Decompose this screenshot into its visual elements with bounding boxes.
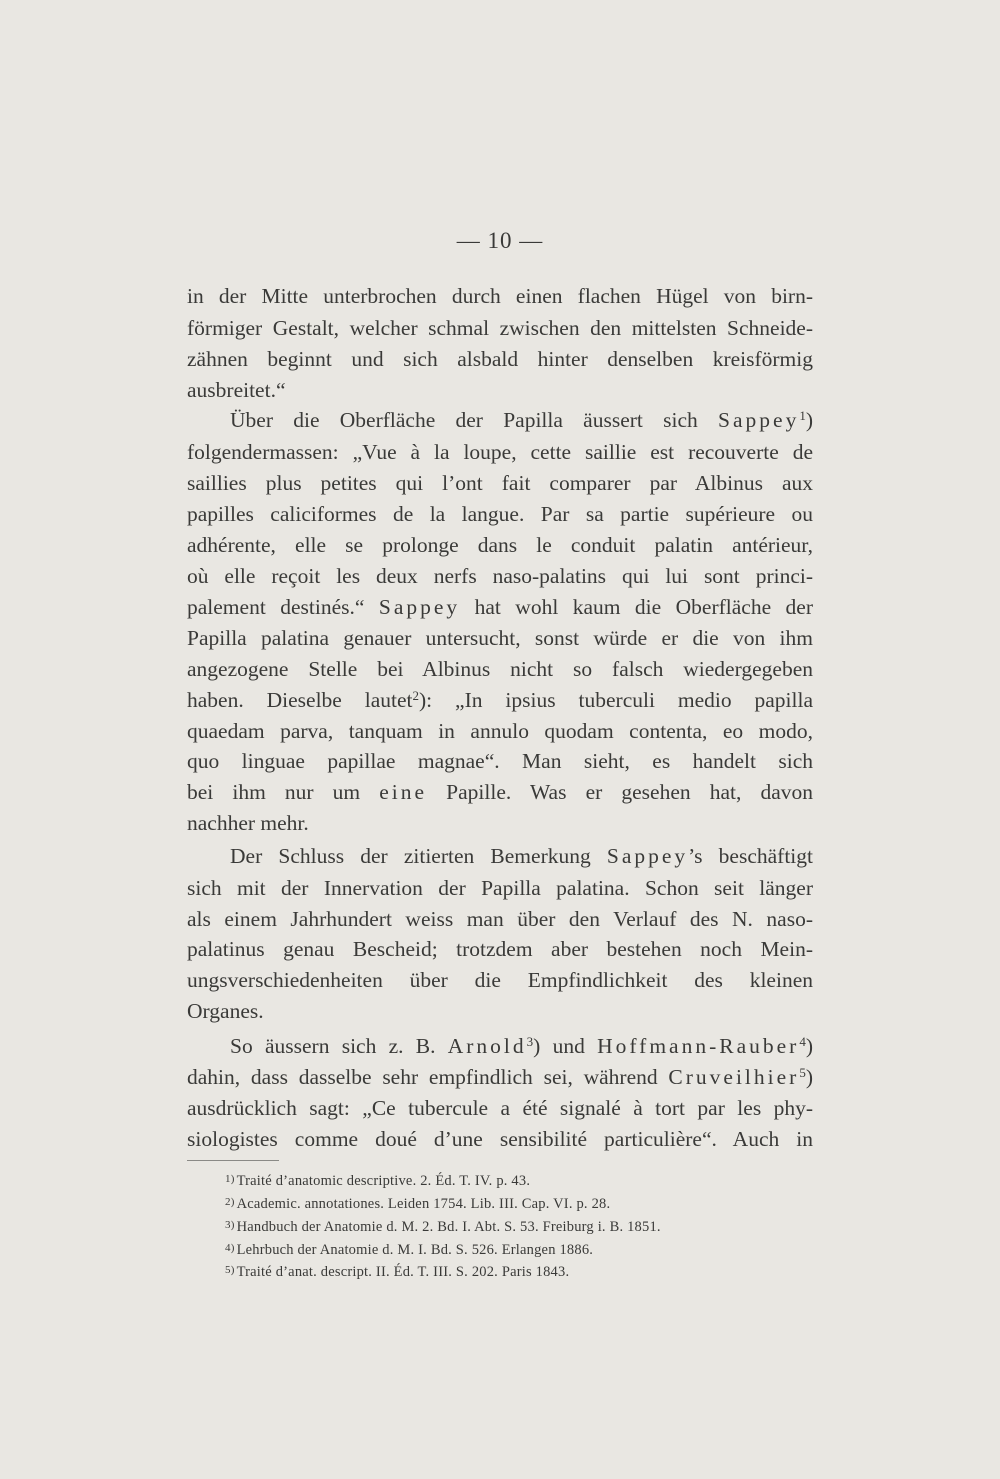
text-run: ) xyxy=(805,408,813,432)
footnote-mark: 5) xyxy=(225,1264,235,1276)
footnote xyxy=(225,1260,569,1282)
text-line xyxy=(187,499,813,530)
text-run: bei ihm nur um xyxy=(187,780,380,804)
text-line xyxy=(187,716,813,747)
text-run: Papille. Was er gesehen hat, davon xyxy=(427,780,813,804)
page-number: — 10 — xyxy=(456,228,544,253)
spaced-name: Arnold xyxy=(447,1034,527,1058)
text-run: ausbreitet.“ xyxy=(187,378,286,402)
text-run: ungsverschiedenheiten über die Empfindlichkeit des kleinen xyxy=(187,968,813,992)
text-line xyxy=(187,313,813,344)
footnote-text: Academic. annotationes. Leiden 1754. Lib. III. Cap. VI. p. 28. xyxy=(236,1196,611,1212)
text-line xyxy=(187,1124,813,1155)
footnote-text: Handbuch der Anatomie d. M. 2. Bd. I. Abt. S. 53. Freiburg i. B. 1851. xyxy=(236,1219,661,1235)
text-line xyxy=(187,685,813,716)
spaced-name: eine xyxy=(379,780,428,804)
spaced-name: Sappey xyxy=(718,408,800,432)
text-line xyxy=(230,841,813,872)
text-run: adhérente, elle se prolonge dans le conduit palatin antérieur, xyxy=(187,533,813,557)
text-run: ) und xyxy=(533,1034,598,1058)
footnote-mark: 2) xyxy=(225,1196,235,1208)
text-run: So äussern sich z. B. xyxy=(230,1034,448,1058)
text-run: où elle reçoit les deux nerfs naso-palatins qui lui sont princi- xyxy=(187,564,813,588)
footnote-text: Traité d’anatomic descriptive. 2. Éd. T. IV. p. 43. xyxy=(236,1173,531,1189)
spaced-name: Cruveilhier xyxy=(668,1065,800,1089)
text-run: ) xyxy=(805,1034,813,1058)
spaced-name: Hoffmann-Rauber xyxy=(597,1034,800,1058)
footnote-ref: 2 xyxy=(412,688,420,703)
text-run: ’s beschäftigt xyxy=(688,844,813,868)
footnote-ref: 1 xyxy=(799,408,806,423)
footnote-separator xyxy=(187,1160,279,1161)
text-line xyxy=(187,934,813,965)
text-line xyxy=(187,808,813,839)
text-run: quo linguae papillae magnae“. Man sieht, es handelt sich xyxy=(187,749,813,773)
footnote xyxy=(225,1238,593,1260)
text-line xyxy=(187,904,813,935)
footnote-ref: 4 xyxy=(799,1034,806,1049)
footnote-text: Lehrbuch der Anatomie d. M. I. Bd. S. 526. Erlangen 1886. xyxy=(236,1242,594,1258)
footnote-text: Traité d’anat. descript. II. Éd. T. III. S. 202. Paris 1843. xyxy=(236,1264,570,1280)
text-line xyxy=(187,623,813,654)
text-run: ) xyxy=(805,1065,813,1089)
text-run: haben. Dieselbe lautet xyxy=(187,688,413,712)
text-run: angezogene Stelle bei Albinus nicht so falsch wiedergegeben xyxy=(187,657,813,681)
text-run: Der Schluss der zitierten Bemerkung xyxy=(230,844,607,868)
text-line xyxy=(187,468,813,499)
text-run: saillies plus petites qui l’ont fait comparer par Albinus aux xyxy=(187,471,813,495)
text-line xyxy=(187,873,813,904)
text-run: quaedam parva, tanquam in annulo quodam contenta, eo modo, xyxy=(187,719,813,743)
text-run: Über die Oberfläche der Papilla äussert sich xyxy=(230,408,719,432)
text-line xyxy=(230,405,813,436)
text-run: in der Mitte unterbrochen durch einen flachen Hügel von birn- xyxy=(187,284,813,308)
text-run: Organes. xyxy=(187,999,264,1023)
footnote xyxy=(225,1215,661,1237)
text-line xyxy=(187,530,813,561)
text-run: zähnen beginnt und sich alsbald hinter denselben kreisförmig xyxy=(187,347,813,371)
footnote-mark: 4) xyxy=(225,1242,235,1254)
text-line xyxy=(187,1062,813,1093)
text-run: folgendermassen: „Vue à la loupe, cette saillie est recouverte de xyxy=(187,440,813,464)
text-run: papilles caliciformes de la langue. Par sa partie supérieure ou xyxy=(187,502,813,526)
text-line xyxy=(187,281,813,312)
text-run: palement destinés.“ xyxy=(187,595,379,619)
footnote xyxy=(225,1192,610,1214)
text-line xyxy=(187,777,813,808)
spaced-name: Sappey xyxy=(606,844,689,868)
text-line xyxy=(187,592,813,623)
text-line xyxy=(187,344,813,375)
spaced-name: Sappey xyxy=(378,595,461,619)
text-line xyxy=(187,561,813,592)
text-run: sich mit der Innervation der Papilla palatina. Schon seit länger xyxy=(187,876,813,900)
text-run: ): „In ipsius tuberculi medio papilla xyxy=(419,688,813,712)
footnote-ref: 3 xyxy=(526,1034,534,1049)
text-line xyxy=(187,996,813,1027)
text-run: palatinus genau Bescheid; trotzdem aber bestehen noch Mein- xyxy=(187,937,813,961)
text-run: förmiger Gestalt, welcher schmal zwischen den mittelsten Schneide- xyxy=(187,316,813,340)
text-line xyxy=(230,1031,813,1062)
footnote-ref: 5 xyxy=(799,1065,806,1080)
text-line xyxy=(187,746,813,777)
text-run: ausdrücklich sagt: „Ce tubercule a été signalé à tort par les phy- xyxy=(187,1096,813,1120)
text-line xyxy=(187,654,813,685)
text-line xyxy=(187,965,813,996)
text-run: Papilla palatina genauer untersucht, sonst würde er die von ihm xyxy=(187,626,813,650)
text-run: siologistes comme doué d’une sensibilité particulière“. Auch in xyxy=(187,1127,813,1151)
footnote-mark: 3) xyxy=(225,1219,235,1231)
text-run: als einem Jahrhundert weiss man über den Verlauf des N. naso- xyxy=(187,907,813,931)
text-line xyxy=(187,1093,813,1124)
text-run: hat wohl kaum die Oberfläche der xyxy=(460,595,813,619)
text-run: dahin, dass dasselbe sehr empfindlich sei, während xyxy=(187,1065,669,1089)
text-line xyxy=(187,437,813,468)
footnote-mark: 1) xyxy=(225,1173,235,1185)
text-line xyxy=(187,375,813,406)
text-run: nachher mehr. xyxy=(187,811,309,835)
footnote xyxy=(225,1169,530,1191)
